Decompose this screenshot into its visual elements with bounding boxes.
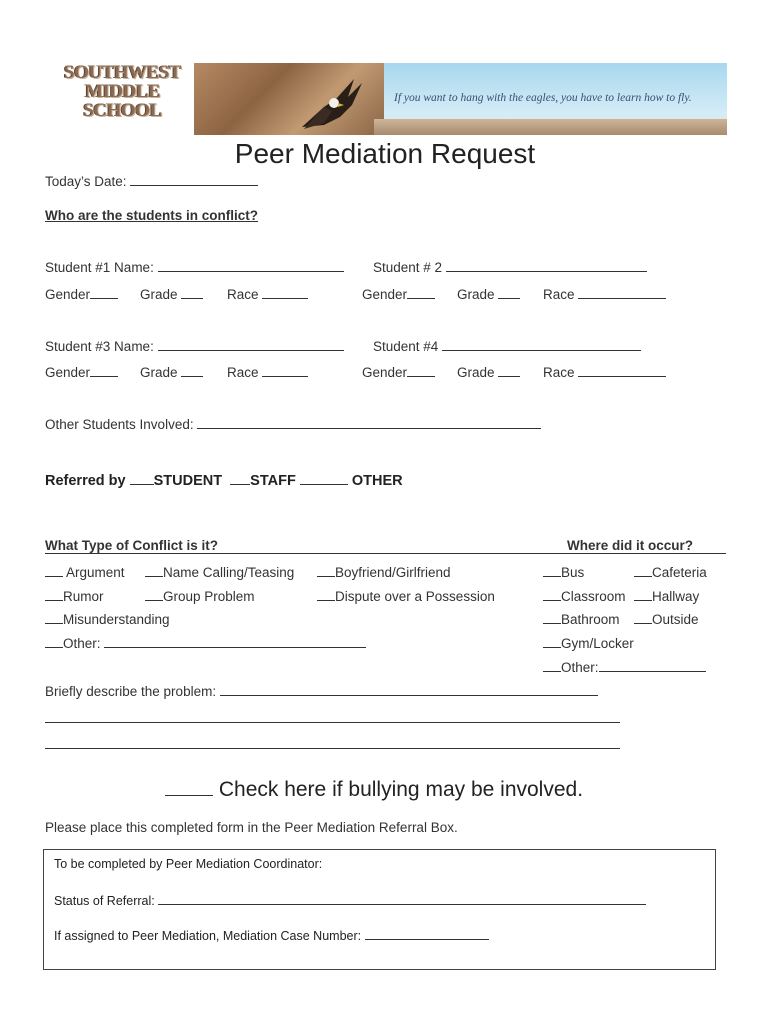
misunderstanding-label: Misunderstanding bbox=[63, 612, 170, 627]
bathroom-check[interactable] bbox=[543, 611, 561, 624]
location-classroom[interactable] bbox=[543, 588, 626, 604]
cafeteria-check[interactable] bbox=[634, 564, 652, 577]
location-other-check[interactable] bbox=[543, 659, 561, 672]
header-banner bbox=[194, 63, 727, 135]
case-number-row bbox=[54, 927, 489, 943]
logo-line-2: MIDDLE bbox=[84, 81, 161, 102]
conflict-boyfriend[interactable] bbox=[317, 564, 451, 580]
referred-by-row bbox=[45, 472, 403, 489]
other-students-label: Other Students Involved: bbox=[45, 417, 194, 432]
grade-label: Grade bbox=[140, 365, 178, 380]
conflict-rumor[interactable] bbox=[45, 588, 104, 604]
coordinator-heading: To be completed by Peer Mediation Coordinator: bbox=[54, 857, 323, 871]
classroom-check[interactable] bbox=[543, 588, 561, 601]
conflict-possession[interactable] bbox=[317, 588, 495, 604]
student3-row bbox=[45, 338, 344, 354]
other-students-field[interactable] bbox=[197, 416, 541, 429]
outside-label: Outside bbox=[652, 612, 699, 627]
students-heading: Who are the students in conflict? bbox=[45, 208, 259, 223]
student2-grade-field[interactable] bbox=[498, 286, 520, 299]
conflict-argument[interactable] bbox=[45, 564, 125, 580]
race-label: Race bbox=[227, 287, 259, 302]
boyfriend-check[interactable] bbox=[317, 564, 335, 577]
conflict-heading-rule bbox=[45, 553, 726, 554]
group-problem-label: Group Problem bbox=[163, 589, 255, 604]
bullying-label: Check here if bullying may be involved. bbox=[218, 778, 584, 801]
race-label: Race bbox=[543, 365, 575, 380]
gym-label: Gym/Locker bbox=[561, 636, 634, 651]
student4-race bbox=[543, 364, 666, 380]
student1-grade bbox=[140, 286, 203, 302]
argument-label: Argument bbox=[66, 565, 125, 580]
possession-check[interactable] bbox=[317, 588, 335, 601]
student4-name-field[interactable] bbox=[442, 338, 641, 351]
student3-gender-field[interactable] bbox=[90, 364, 118, 377]
conflict-other-field[interactable] bbox=[104, 635, 366, 648]
case-number-field[interactable] bbox=[365, 927, 489, 940]
grade-label: Grade bbox=[140, 287, 178, 302]
student1-label: Student #1 Name: bbox=[45, 260, 154, 275]
conflict-other[interactable] bbox=[45, 635, 366, 651]
referred-other-check[interactable] bbox=[300, 472, 348, 485]
student2-label: Student # 2 bbox=[373, 260, 443, 275]
student4-grade bbox=[457, 364, 520, 380]
location-outside[interactable] bbox=[634, 611, 699, 627]
student1-name-field[interactable] bbox=[158, 259, 344, 272]
other-students-row bbox=[45, 416, 541, 432]
student3-race-field[interactable] bbox=[262, 364, 308, 377]
student3-grade-field[interactable] bbox=[181, 364, 203, 377]
conflict-type-heading: What Type of Conflict is it? bbox=[45, 538, 218, 553]
referred-staff-label: STAFF bbox=[250, 473, 296, 489]
referred-student-check[interactable] bbox=[130, 472, 154, 485]
student3-label: Student #3 Name: bbox=[45, 339, 154, 354]
student2-name-field[interactable] bbox=[446, 259, 647, 272]
describe-field-1[interactable] bbox=[220, 683, 598, 696]
boyfriend-label: Boyfriend/Girlfriend bbox=[335, 565, 451, 580]
name-calling-label: Name Calling/Teasing bbox=[163, 565, 295, 580]
status-field[interactable] bbox=[158, 892, 646, 905]
instruction-text: Please place this completed form in the Peer Mediation Referral Box. bbox=[45, 820, 458, 835]
grade-label: Grade bbox=[457, 365, 495, 380]
grade-label: Grade bbox=[457, 287, 495, 302]
page-title: Peer Mediation Request bbox=[234, 138, 536, 169]
gender-label: Gender bbox=[45, 365, 91, 380]
location-cafeteria[interactable] bbox=[634, 564, 707, 580]
student4-grade-field[interactable] bbox=[498, 364, 520, 377]
bus-check[interactable] bbox=[543, 564, 561, 577]
argument-check[interactable] bbox=[45, 564, 63, 577]
student2-race bbox=[543, 286, 666, 302]
misunderstanding-check[interactable] bbox=[45, 611, 63, 624]
student1-race bbox=[227, 286, 308, 302]
student3-gender bbox=[45, 364, 118, 380]
student1-gender bbox=[45, 286, 118, 302]
eagle-icon bbox=[294, 77, 364, 131]
cafeteria-label: Cafeteria bbox=[652, 565, 707, 580]
location-other-field[interactable] bbox=[599, 659, 706, 672]
student3-name-field[interactable] bbox=[158, 338, 344, 351]
logo-line-1: SOUTHWEST bbox=[64, 62, 181, 83]
where-heading: Where did it occur? bbox=[567, 538, 694, 553]
referred-by-label: Referred by bbox=[45, 473, 126, 489]
location-bus[interactable] bbox=[543, 564, 584, 580]
student4-race-field[interactable] bbox=[578, 364, 666, 377]
hallway-check[interactable] bbox=[634, 588, 652, 601]
conflict-group-problem[interactable] bbox=[145, 588, 255, 604]
location-hallway[interactable] bbox=[634, 588, 699, 604]
describe-field-3[interactable] bbox=[45, 748, 620, 749]
bullying-check[interactable] bbox=[165, 777, 213, 796]
describe-row bbox=[45, 683, 598, 699]
student2-gender bbox=[362, 286, 435, 302]
student2-gender-field[interactable] bbox=[407, 286, 435, 299]
coordinator-box bbox=[43, 849, 716, 970]
student2-row bbox=[373, 259, 647, 275]
student1-gender-field[interactable] bbox=[90, 286, 118, 299]
conflict-other-label: Other: bbox=[63, 636, 101, 651]
bus-label: Bus bbox=[561, 565, 585, 580]
gym-check[interactable] bbox=[543, 635, 561, 648]
location-other[interactable] bbox=[543, 659, 706, 675]
student2-grade bbox=[457, 286, 520, 302]
gender-label: Gender bbox=[362, 287, 408, 302]
gender-label: Gender bbox=[362, 365, 408, 380]
rumor-label: Rumor bbox=[63, 589, 104, 604]
school-logo bbox=[55, 63, 190, 135]
conflict-name-calling[interactable] bbox=[145, 564, 294, 580]
referred-student-label: STUDENT bbox=[153, 473, 223, 489]
student1-grade-field[interactable] bbox=[181, 286, 203, 299]
location-other-label: Other: bbox=[561, 660, 599, 675]
logo-line-3: SCHOOL bbox=[83, 100, 162, 121]
describe-field-2[interactable] bbox=[45, 722, 620, 723]
student4-row bbox=[373, 338, 641, 354]
student1-race-field[interactable] bbox=[262, 286, 308, 299]
bullying-row bbox=[165, 777, 583, 802]
location-bathroom[interactable] bbox=[543, 611, 620, 627]
student1-row bbox=[45, 259, 344, 275]
race-label: Race bbox=[227, 365, 259, 380]
school-tagline: If you want to hang with the eagles, you have to learn how to fly. bbox=[394, 92, 692, 104]
student4-gender bbox=[362, 364, 435, 380]
bathroom-label: Bathroom bbox=[561, 612, 620, 627]
student3-race bbox=[227, 364, 308, 380]
outside-check[interactable] bbox=[634, 611, 652, 624]
conflict-other-check[interactable] bbox=[45, 635, 63, 648]
possession-label: Dispute over a Possession bbox=[335, 589, 495, 604]
location-gym[interactable] bbox=[543, 635, 634, 651]
student3-grade bbox=[140, 364, 203, 380]
referred-other-label: OTHER bbox=[351, 473, 403, 489]
conflict-misunderstanding[interactable] bbox=[45, 611, 170, 627]
student2-race-field[interactable] bbox=[578, 286, 666, 299]
gender-label: Gender bbox=[45, 287, 91, 302]
todays-date-label: Today’s Date: bbox=[45, 174, 127, 189]
describe-label: Briefly describe the problem: bbox=[45, 684, 217, 699]
todays-date-field[interactable] bbox=[130, 173, 258, 186]
status-row bbox=[54, 892, 646, 908]
rumor-check[interactable] bbox=[45, 588, 63, 601]
hallway-label: Hallway bbox=[652, 589, 700, 604]
classroom-label: Classroom bbox=[561, 589, 626, 604]
referred-staff-check[interactable] bbox=[230, 472, 250, 485]
case-number-label: If assigned to Peer Mediation, Mediation Case Number: bbox=[54, 929, 362, 943]
student4-label: Student #4 bbox=[373, 339, 439, 354]
name-calling-check[interactable] bbox=[145, 564, 163, 577]
todays-date-row bbox=[45, 173, 258, 189]
race-label: Race bbox=[543, 287, 575, 302]
status-label: Status of Referral: bbox=[54, 894, 155, 908]
group-problem-check[interactable] bbox=[145, 588, 163, 601]
student4-gender-field[interactable] bbox=[407, 364, 435, 377]
